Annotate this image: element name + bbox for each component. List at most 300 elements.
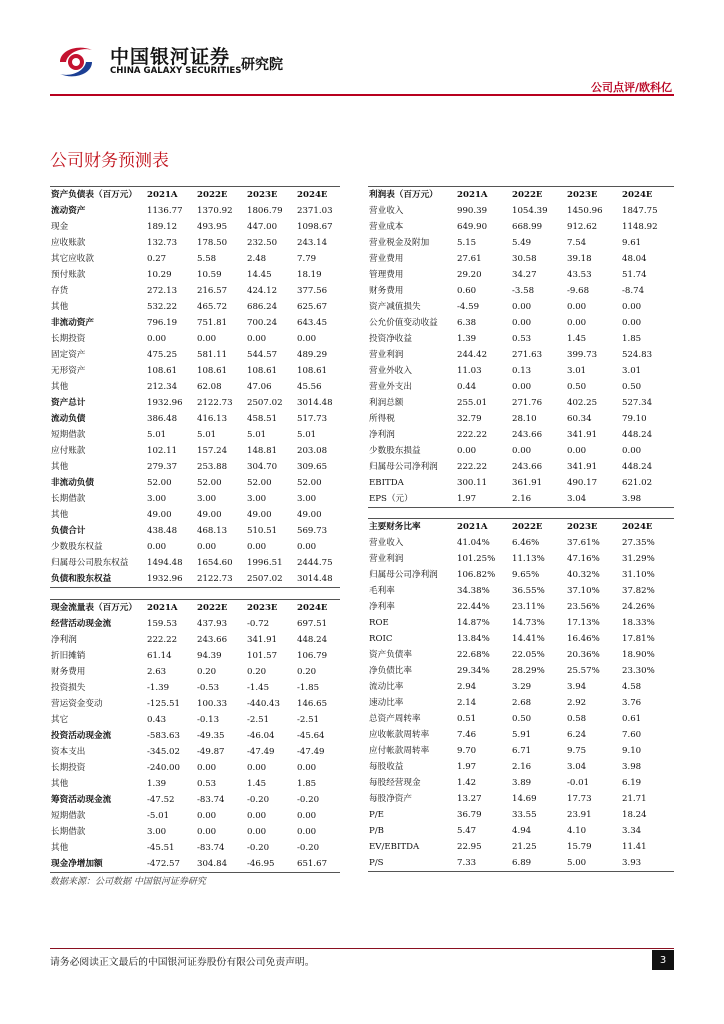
value-cell: 2444.75: [297, 558, 333, 568]
table-row: [50, 331, 340, 347]
value-cell: 1370.92: [197, 206, 233, 216]
row-label: 营业外支出: [369, 382, 412, 392]
value-cell: 447.00: [247, 222, 278, 232]
value-cell: 3014.48: [297, 398, 333, 408]
table-row: [50, 571, 340, 588]
table-row: [368, 299, 674, 315]
row-label: 资产总计: [51, 398, 86, 408]
year-header-cell: 2024E: [621, 519, 674, 536]
value-cell: 527.34: [622, 398, 653, 408]
table-row: [368, 443, 674, 459]
value-cell: 1.42: [457, 778, 477, 788]
row-label: 营业税金及附加: [369, 238, 430, 248]
table-row: [368, 267, 674, 283]
value-cell: 1806.79: [247, 206, 283, 216]
value-cell: 40.32%: [567, 570, 600, 580]
table-row: [50, 840, 340, 856]
value-cell: 47.06: [247, 382, 272, 392]
row-label: 投资净收益: [369, 334, 412, 344]
value-cell: 132.73: [147, 238, 178, 248]
table-row: [50, 760, 340, 776]
row-label: 长期借款: [51, 827, 86, 837]
year-header-cell: 2024E: [621, 187, 674, 204]
value-cell: 0.00: [297, 763, 317, 773]
value-cell: 49.00: [147, 510, 172, 520]
value-cell: 1098.67: [297, 222, 333, 232]
table-row: [50, 539, 340, 555]
table-row: [50, 219, 340, 235]
value-cell: 21.71: [622, 794, 647, 804]
table-row: [50, 712, 340, 728]
row-label: 每股经营现金: [369, 778, 421, 788]
table-row: [368, 743, 674, 759]
value-cell: -0.01: [567, 778, 590, 788]
value-cell: 0.00: [622, 446, 642, 456]
value-cell: 304.84: [196, 856, 246, 873]
value-cell: 1932.96: [147, 398, 183, 408]
value-cell: 3.00: [197, 494, 217, 504]
value-cell: 0.00: [247, 763, 267, 773]
table-row: [368, 647, 674, 663]
year-header-cell: 2023E: [566, 519, 621, 536]
data-source-note: 数据来源：公司数据 中国银河证券研究: [50, 877, 206, 887]
value-cell: 0.00: [622, 302, 642, 312]
value-cell: 2507.02: [246, 571, 296, 588]
row-label: EV/EBITDA: [369, 842, 420, 852]
value-cell: 14.73%: [512, 618, 545, 628]
table-row: [50, 808, 340, 824]
value-cell: 402.25: [567, 398, 598, 408]
value-cell: 28.10: [512, 414, 537, 424]
value-cell: 5.00: [566, 855, 621, 872]
value-cell: 22.68%: [457, 650, 490, 660]
row-label: 速动比率: [369, 698, 404, 708]
value-cell: 6.46%: [512, 538, 540, 548]
value-cell: -4.59: [457, 302, 480, 312]
value-cell: 9.65%: [512, 570, 540, 580]
value-cell: 9.75: [567, 746, 587, 756]
value-cell: 102.11: [147, 446, 178, 456]
table-row: [368, 807, 674, 823]
value-cell: -440.43: [247, 699, 280, 709]
table-title-cell: 利润表（百万元）: [368, 187, 456, 204]
value-cell: 2.48: [247, 254, 267, 264]
value-cell: 0.13: [512, 366, 532, 376]
row-label: 负债和股东权益: [50, 571, 146, 588]
table-row: [50, 696, 340, 712]
value-cell: 37.61%: [567, 538, 600, 548]
value-cell: 272.13: [147, 286, 178, 296]
value-cell: 25.57%: [567, 666, 600, 676]
value-cell: 10.59: [197, 270, 222, 280]
value-cell: 1.39: [147, 779, 167, 789]
value-cell: 7.54: [567, 238, 587, 248]
value-cell: 11.13%: [512, 554, 545, 564]
value-cell: -47.49: [297, 747, 325, 757]
value-cell: -0.13: [197, 715, 220, 725]
value-cell: 0.44: [457, 382, 477, 392]
value-cell: 9.70: [457, 746, 477, 756]
value-cell: 37.10%: [567, 586, 600, 596]
value-cell: 27.61: [457, 254, 482, 264]
table-row: [50, 507, 340, 523]
value-cell: 1.97: [457, 762, 477, 772]
value-cell: 0.00: [147, 334, 167, 344]
value-cell: 1.85: [297, 779, 317, 789]
year-header-cell: 2023E: [246, 600, 296, 617]
company-name-cn: 中国银河证券: [110, 46, 231, 68]
value-cell: -49.35: [197, 731, 225, 741]
table-row: [368, 615, 674, 631]
row-label: 营业收入: [369, 206, 404, 216]
value-cell: 0.50: [622, 382, 642, 392]
page-number: 3: [652, 950, 674, 970]
row-label: 资产减值损失: [369, 302, 421, 312]
table-row: [368, 203, 674, 219]
value-cell: -3.58: [512, 286, 535, 296]
value-cell: 0.00: [247, 827, 267, 837]
value-cell: -240.00: [147, 763, 180, 773]
table-row: [368, 235, 674, 251]
table-row: [368, 855, 674, 872]
value-cell: 0.50: [567, 382, 587, 392]
value-cell: 0.50: [512, 714, 532, 724]
value-cell: 437.93: [197, 619, 228, 629]
value-cell: 3.00: [147, 494, 167, 504]
row-label: 非流动资产: [51, 318, 94, 328]
row-label: P/E: [369, 810, 384, 820]
year-header-cell: 2024E: [296, 187, 340, 204]
year-header-cell: 2024E: [296, 600, 340, 617]
table-row: [50, 475, 340, 491]
row-label: 其他: [51, 382, 69, 392]
table-row: [50, 632, 340, 648]
value-cell: -2.51: [297, 715, 320, 725]
value-cell: 29.20: [457, 270, 482, 280]
value-cell: 5.91: [512, 730, 532, 740]
value-cell: 41.04%: [457, 538, 490, 548]
table-row: [50, 648, 340, 664]
value-cell: 2.92: [567, 698, 587, 708]
table-row: [368, 379, 674, 395]
row-label: ROIC: [369, 634, 393, 644]
value-cell: 3.00: [247, 494, 267, 504]
value-cell: 108.61: [197, 366, 228, 376]
table-row: [368, 283, 674, 299]
value-cell: 100.33: [197, 699, 228, 709]
table-header-row: [368, 519, 674, 536]
value-cell: 1.45: [567, 334, 587, 344]
value-cell: 4.94: [512, 826, 532, 836]
value-cell: 157.24: [197, 446, 228, 456]
value-cell: 108.61: [247, 366, 278, 376]
value-cell: 13.84%: [457, 634, 490, 644]
value-cell: 7.60: [622, 730, 642, 740]
year-header-cell: 2022E: [196, 187, 246, 204]
value-cell: 216.57: [197, 286, 228, 296]
value-cell: 341.91: [247, 635, 278, 645]
value-cell: 52.00: [197, 478, 222, 488]
table-row: [368, 791, 674, 807]
value-cell: 489.29: [297, 350, 328, 360]
value-cell: 146.65: [297, 699, 328, 709]
value-cell: -47.52: [147, 795, 175, 805]
value-cell: -0.20: [297, 843, 320, 853]
value-cell: 222.22: [457, 430, 488, 440]
value-cell: 49.00: [247, 510, 272, 520]
value-cell: -0.20: [247, 795, 270, 805]
value-cell: 17.81%: [622, 634, 655, 644]
value-cell: 493.95: [197, 222, 228, 232]
table-row: [368, 427, 674, 443]
value-cell: 14.87%: [457, 618, 490, 628]
value-cell: 243.14: [297, 238, 328, 248]
value-cell: 2.94: [457, 682, 477, 692]
table-row: [50, 776, 340, 792]
value-cell: 47.16%: [567, 554, 600, 564]
value-cell: 386.48: [147, 414, 178, 424]
value-cell: 0.51: [457, 714, 477, 724]
table-row: [50, 443, 340, 459]
table-row: [368, 759, 674, 775]
value-cell: 3.01: [622, 366, 642, 376]
table-row: [50, 680, 340, 696]
table-title-cell: 现金流量表（百万元）: [50, 600, 146, 617]
row-label: 筹资活动现金流: [51, 795, 112, 805]
value-cell: -83.74: [197, 795, 225, 805]
value-cell: 0.00: [567, 446, 587, 456]
value-cell: 751.81: [197, 318, 228, 328]
row-label: 营业费用: [369, 254, 404, 264]
row-label: 折旧摊销: [51, 651, 86, 661]
table-row: [50, 491, 340, 507]
value-cell: 3.94: [567, 682, 587, 692]
row-label: 应付帐款周转率: [369, 746, 430, 756]
value-cell: 108.61: [297, 366, 328, 376]
value-cell: 34.38%: [457, 586, 490, 596]
value-cell: -2.51: [247, 715, 270, 725]
value-cell: 424.12: [247, 286, 278, 296]
table-row: [368, 475, 674, 491]
table-row: [50, 315, 340, 331]
row-label: 其他: [51, 843, 69, 853]
table-row: [50, 299, 340, 315]
table-row: [368, 363, 674, 379]
table-row: [50, 824, 340, 840]
year-header-cell: 2023E: [566, 187, 621, 204]
value-cell: 101.57: [247, 651, 278, 661]
row-label: 短期借款: [51, 430, 86, 440]
financial-ratios-table: [368, 518, 674, 872]
value-cell: 0.00: [247, 542, 267, 552]
table-row: [368, 711, 674, 727]
row-label: 少数股东权益: [51, 542, 103, 552]
value-cell: 3.93: [621, 855, 674, 872]
value-cell: 2122.73: [196, 571, 246, 588]
table-header-row: [50, 187, 340, 204]
value-cell: 668.99: [512, 222, 543, 232]
row-label: 长期投资: [51, 763, 86, 773]
table-row: [50, 379, 340, 395]
row-label: 少数股东损益: [369, 446, 421, 456]
row-label: 其它应收款: [51, 254, 94, 264]
value-cell: 3014.48: [296, 571, 340, 588]
row-label: 流动负债: [51, 414, 86, 424]
value-cell: 11.41: [622, 842, 647, 852]
value-cell: 18.19: [297, 270, 322, 280]
value-cell: 0.00: [247, 334, 267, 344]
value-cell: 1450.96: [567, 206, 603, 216]
value-cell: 1.97: [456, 491, 511, 508]
value-cell: 51.74: [622, 270, 647, 280]
value-cell: -46.95: [246, 856, 296, 873]
value-cell: 0.43: [147, 715, 167, 725]
value-cell: 3.00: [297, 494, 317, 504]
value-cell: 6.89: [511, 855, 566, 872]
value-cell: 1847.75: [622, 206, 658, 216]
table-row: [50, 411, 340, 427]
value-cell: 643.45: [297, 318, 328, 328]
row-label: 毛利率: [369, 586, 395, 596]
value-cell: 232.50: [247, 238, 278, 248]
value-cell: -472.57: [146, 856, 196, 873]
value-cell: 279.37: [147, 462, 178, 472]
value-cell: -46.04: [247, 731, 275, 741]
table-row: [368, 551, 674, 567]
year-header-cell: 2022E: [196, 600, 246, 617]
value-cell: 106.82%: [457, 570, 496, 580]
value-cell: 253.88: [197, 462, 228, 472]
value-cell: 243.66: [197, 635, 228, 645]
row-label: 长期借款: [51, 494, 86, 504]
value-cell: 377.56: [297, 286, 328, 296]
table-row: [368, 599, 674, 615]
value-cell: 28.29%: [512, 666, 545, 676]
row-label: 现金净增加额: [50, 856, 146, 873]
value-cell: 1.39: [457, 334, 477, 344]
value-cell: 490.17: [567, 478, 598, 488]
row-label: 财务费用: [51, 667, 86, 677]
value-cell: 0.00: [297, 811, 317, 821]
table-title-cell: 主要财务比率: [368, 519, 456, 536]
value-cell: -47.49: [247, 747, 275, 757]
value-cell: -45.64: [297, 731, 325, 741]
row-label: 营业成本: [369, 222, 404, 232]
value-cell: 23.11%: [512, 602, 545, 612]
value-cell: 1.45: [247, 779, 267, 789]
row-label: 利润总额: [369, 398, 404, 408]
value-cell: 243.66: [512, 462, 543, 472]
value-cell: 61.14: [147, 651, 172, 661]
table-row: [368, 567, 674, 583]
value-cell: 271.76: [512, 398, 543, 408]
value-cell: 34.27: [512, 270, 537, 280]
value-cell: 49.00: [197, 510, 222, 520]
value-cell: 510.51: [247, 526, 278, 536]
value-cell: 3.04: [567, 762, 587, 772]
galaxy-logo-icon: [50, 42, 102, 82]
year-header-cell: 2022E: [511, 519, 566, 536]
value-cell: 2371.03: [297, 206, 333, 216]
company-logo: [50, 42, 310, 82]
value-cell: 159.53: [147, 619, 178, 629]
row-label: 经营活动现金流: [51, 619, 112, 629]
value-cell: 203.08: [297, 446, 328, 456]
value-cell: 32.79: [457, 414, 482, 424]
value-cell: 399.73: [567, 350, 598, 360]
table-row: [368, 695, 674, 711]
value-cell: -9.68: [567, 286, 590, 296]
value-cell: 212.34: [147, 382, 178, 392]
value-cell: 697.51: [297, 619, 328, 629]
table-title-cell: 资产负债表（百万元）: [50, 187, 146, 204]
row-label: 营业利润: [369, 554, 404, 564]
row-label: 归属母公司净利润: [369, 570, 438, 580]
value-cell: -0.72: [247, 619, 270, 629]
value-cell: -0.53: [197, 683, 220, 693]
year-header-cell: 2021A: [146, 600, 196, 617]
value-cell: 1148.92: [622, 222, 658, 232]
value-cell: 2.16: [511, 491, 566, 508]
table-row: [368, 535, 674, 551]
table-row: [50, 363, 340, 379]
value-cell: 101.25%: [457, 554, 496, 564]
value-cell: 0.00: [297, 334, 317, 344]
table-header-row: [50, 600, 340, 617]
table-row: [50, 555, 340, 571]
table-row: [368, 459, 674, 475]
value-cell: 2.68: [512, 698, 532, 708]
value-cell: 3.01: [567, 366, 587, 376]
row-label: 非流动负债: [51, 478, 94, 488]
value-cell: 0.00: [512, 318, 532, 328]
table-row: [368, 663, 674, 679]
value-cell: 2.63: [147, 667, 167, 677]
value-cell: 796.19: [147, 318, 178, 328]
value-cell: 14.69: [512, 794, 537, 804]
table-row: [50, 347, 340, 363]
value-cell: 6.71: [512, 746, 532, 756]
value-cell: 148.81: [247, 446, 278, 456]
table-row: [50, 664, 340, 680]
value-cell: 0.60: [457, 286, 477, 296]
value-cell: 14.45: [247, 270, 272, 280]
value-cell: 29.34%: [457, 666, 490, 676]
page-title: 公司财务预测表: [50, 151, 169, 171]
value-cell: 3.89: [512, 778, 532, 788]
value-cell: -1.85: [297, 683, 320, 693]
value-cell: 52.00: [247, 478, 272, 488]
row-label: 财务费用: [369, 286, 404, 296]
row-label: 投资活动现金流: [51, 731, 112, 741]
value-cell: -0.20: [247, 843, 270, 853]
value-cell: 0.00: [512, 302, 532, 312]
value-cell: 106.79: [297, 651, 328, 661]
value-cell: 448.24: [622, 462, 653, 472]
value-cell: 361.91: [512, 478, 543, 488]
value-cell: -5.01: [147, 811, 170, 821]
row-label: 总资产周转率: [369, 714, 421, 724]
value-cell: 990.39: [457, 206, 488, 216]
row-label: 其他: [51, 302, 69, 312]
value-cell: 37.82%: [622, 586, 655, 596]
value-cell: 31.29%: [622, 554, 655, 564]
value-cell: 222.22: [457, 462, 488, 472]
value-cell: 524.83: [622, 350, 653, 360]
header-divider: [50, 94, 674, 96]
value-cell: 468.13: [197, 526, 228, 536]
value-cell: 3.34: [622, 826, 642, 836]
